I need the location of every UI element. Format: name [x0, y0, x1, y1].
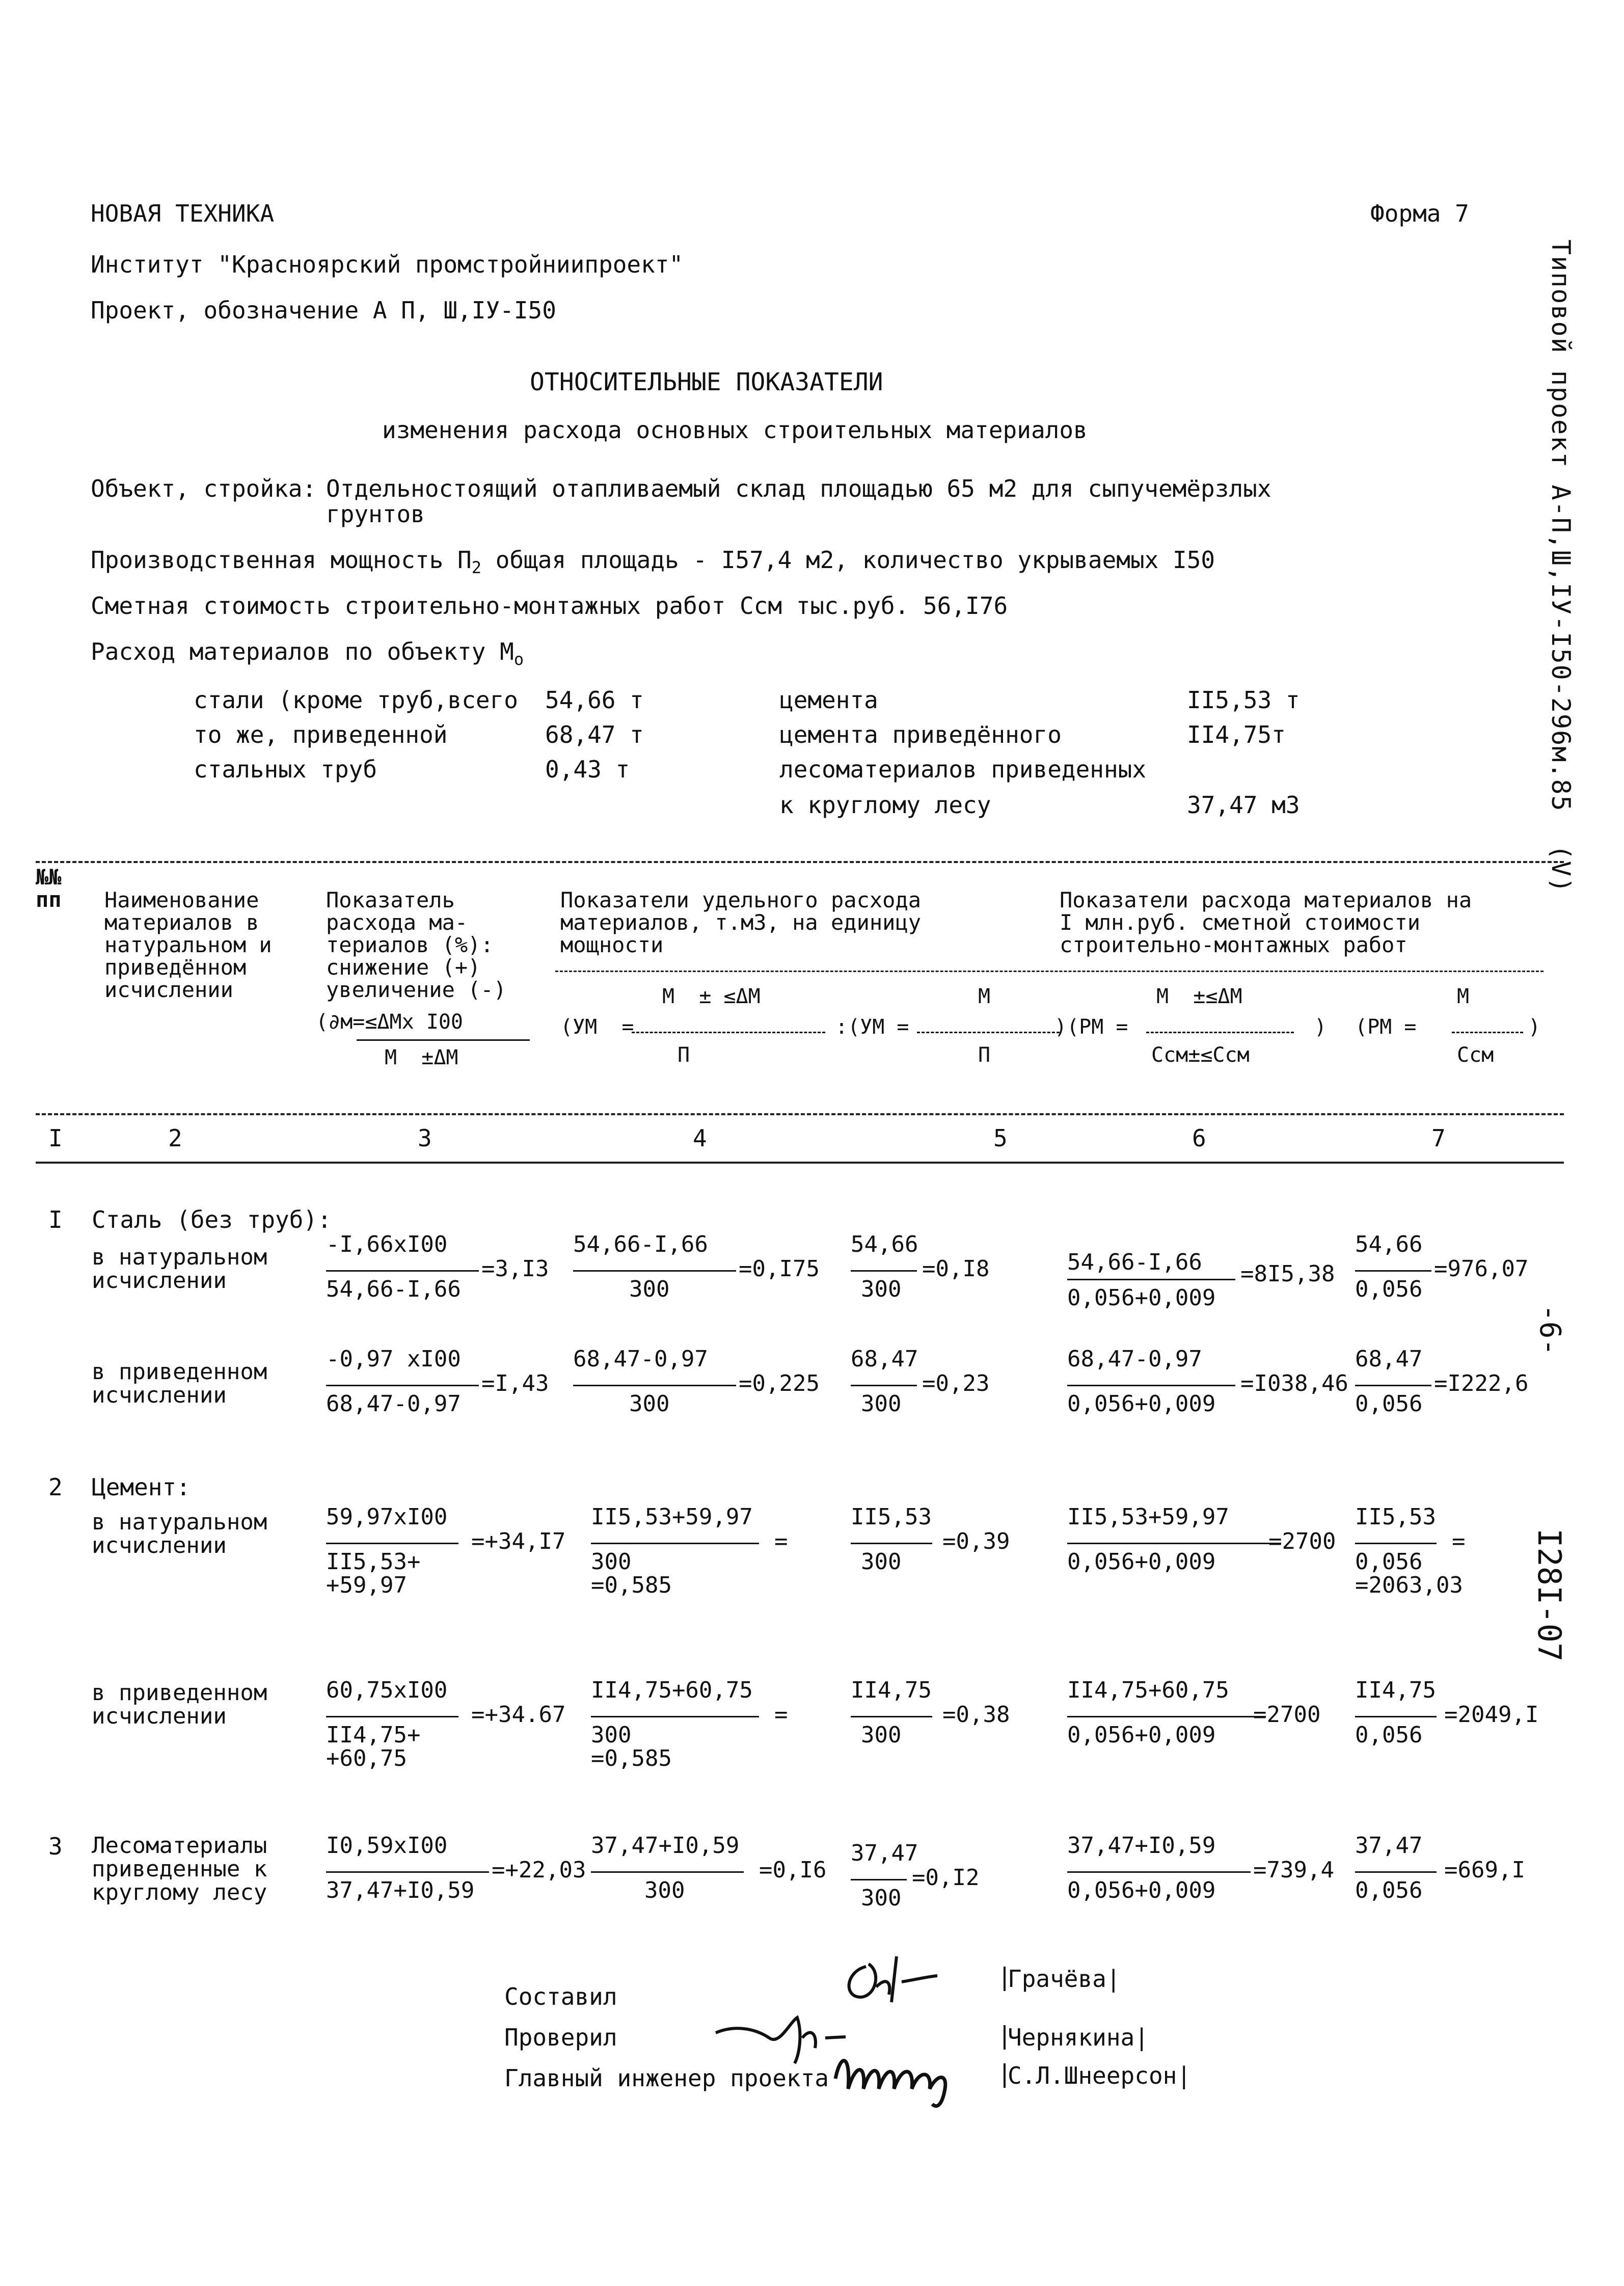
fraction-bar — [1067, 1543, 1281, 1544]
mat-right-value: II5,53 т — [1187, 686, 1300, 714]
cell-denominator: 0,056+0,009 — [1067, 1877, 1216, 1903]
fraction-bar — [591, 1543, 759, 1544]
f4-bar — [632, 1032, 825, 1033]
cell-result: =2049,I — [1444, 1702, 1539, 1728]
mat-right-value: II4,75т — [1187, 721, 1286, 748]
cell-denominator: 68,47-0,97 — [326, 1391, 461, 1417]
mat-left-label: стали (кроме труб,всего — [194, 686, 518, 714]
cell-result: =0,I8 — [922, 1256, 990, 1282]
fraction-bar — [851, 1543, 932, 1544]
cell-result: =+34.67 — [471, 1702, 566, 1728]
header-no: №№ пп — [36, 865, 62, 912]
section-name: Лесоматериалы приведенные к круглому лесу — [92, 1833, 267, 1906]
f6-top: М ±≤ΔМ — [1156, 985, 1242, 1008]
mat-left-value: 54,66 т — [545, 686, 644, 714]
cell-result: =0,I2 — [912, 1865, 980, 1891]
cell-result: =I,43 — [481, 1370, 549, 1396]
f7-right: ) — [1528, 1015, 1541, 1039]
cell-result: =739,4 — [1253, 1857, 1334, 1883]
cell-result: =0,23 — [922, 1370, 990, 1396]
mat-left-label: стальных труб — [194, 756, 377, 783]
col-number: 3 — [418, 1124, 432, 1152]
cell-denominator: 0,056 — [1355, 1391, 1423, 1417]
col-number: 5 — [993, 1124, 1008, 1152]
mat-right-label: цемента — [779, 686, 878, 714]
header-col-3-formula-bar — [357, 1039, 530, 1041]
f6-left: )(РМ = — [1054, 1015, 1128, 1039]
cell-denominator: 0,056 =2063,03 — [1355, 1549, 1463, 1599]
cell-numerator: 37,47 — [851, 1840, 918, 1866]
cell-numerator: 54,66-I,66 — [1067, 1249, 1202, 1275]
fraction-bar — [1355, 1385, 1431, 1386]
cell-denominator: 0,056+0,009 — [1067, 1549, 1216, 1575]
f6-bar — [1146, 1032, 1294, 1033]
cell-numerator: 68,47 — [1355, 1346, 1423, 1372]
col-number: 4 — [693, 1124, 707, 1152]
header-col-3-formula-top: (∂м=≤ΔМх I00 — [316, 1010, 463, 1034]
f7-left: (РМ = — [1355, 1015, 1417, 1039]
col-number: 2 — [168, 1124, 182, 1152]
section-name: Сталь (без труб): — [92, 1206, 332, 1233]
cell-numerator: -I,66хI00 — [326, 1231, 448, 1257]
cell-result: = — [1452, 1528, 1466, 1554]
object-line-1: Отдельностоящий отапливаемый склад площадью 65 м2 для сыпучемёрзлых — [326, 475, 1271, 502]
institute: Институт "Красноярский промстройниипроект" — [91, 251, 684, 278]
cell-numerator: II5,53 — [1355, 1504, 1436, 1530]
fraction-bar — [1067, 1871, 1251, 1873]
fraction-bar — [851, 1879, 907, 1880]
cell-denominator: 300 — [644, 1877, 685, 1903]
fraction-bar — [851, 1716, 932, 1717]
mat-left-value: 68,47 т — [545, 721, 644, 748]
section-number: I — [48, 1206, 63, 1233]
cell-numerator: 68,47 — [851, 1346, 918, 1372]
col-number: 6 — [1192, 1124, 1206, 1152]
fraction-bar — [326, 1385, 479, 1386]
checked-name: Чернякина| — [1004, 2025, 1151, 2050]
mat-left-label: то же, приведенной — [194, 721, 448, 748]
f5-bar — [917, 1032, 1060, 1033]
fraction-bar — [326, 1716, 458, 1717]
sheet-number: I28I-07 — [1531, 1528, 1568, 1662]
row-label: в приведенном исчислении — [92, 1359, 267, 1409]
cell-numerator: II4,75+60,75 — [591, 1677, 753, 1703]
cell-denominator: 0,056 — [1355, 1722, 1423, 1748]
cell-result: =976,07 — [1434, 1256, 1529, 1282]
project-designation: Проект, обозначение А П, Ш,IУ-I50 — [91, 297, 556, 324]
f6-right: ) — [1314, 1015, 1327, 1039]
cell-result: =+34,I7 — [471, 1528, 566, 1554]
table-top-rule — [36, 861, 1564, 863]
cell-denominator: 37,47+I0,59 — [326, 1877, 475, 1903]
header-bottom-rule — [36, 1113, 1564, 1115]
cell-denominator: 300 =0,585 — [591, 1722, 672, 1772]
section-number: 3 — [48, 1833, 63, 1860]
fraction-bar — [1355, 1543, 1437, 1544]
f6-bottom: Ссм±≤Ссм — [1151, 1043, 1250, 1067]
cell-denominator: II4,75+ +60,75 — [326, 1722, 421, 1772]
cell-result: =0,38 — [942, 1702, 1010, 1728]
fraction-bar — [1067, 1279, 1235, 1280]
col-number: I — [48, 1124, 63, 1152]
f7-bottom: Ссм — [1457, 1043, 1494, 1067]
mat-right-label: лесоматериалов приведенных — [779, 756, 1147, 783]
form-number: Форма 7 — [1370, 200, 1469, 227]
col-number: 7 — [1431, 1124, 1446, 1152]
side-project-label: Типовой проект А-П,Ш,IУ-I50-296м.85 (V) — [1546, 239, 1576, 894]
f4-bottom: П — [678, 1043, 690, 1067]
fraction-bar — [326, 1270, 479, 1272]
cell-numerator: II4,75 — [851, 1677, 932, 1703]
fraction-bar — [1355, 1716, 1437, 1717]
chief-name: С.Л.Шнеерсон| — [1004, 2063, 1193, 2088]
cell-numerator: II4,75 — [1355, 1677, 1436, 1703]
cell-denominator: 300 =0,585 — [591, 1549, 672, 1599]
cell-denominator: 300 — [861, 1276, 902, 1302]
cell-numerator: 60,75хI00 — [326, 1677, 448, 1703]
cell-denominator: 54,66-I,66 — [326, 1276, 461, 1302]
mat-left-value: 0,43 т — [545, 756, 630, 783]
cell-result: =3,I3 — [481, 1256, 549, 1282]
fraction-bar — [1355, 1871, 1437, 1873]
row-label: в натуральном исчислении — [92, 1244, 267, 1294]
cell-numerator: 37,47+I0,59 — [591, 1833, 740, 1859]
f4-left: (УМ = — [560, 1015, 634, 1039]
mat-right-label: цемента приведённого — [779, 721, 1062, 748]
row-label: в натуральном исчислении — [92, 1509, 267, 1559]
cell-numerator: II4,75+60,75 — [1067, 1677, 1229, 1703]
f7-bar — [1452, 1032, 1523, 1033]
header-col-3-formula-bottom: М ±ΔМ — [385, 1046, 458, 1069]
column-numbers-rule — [36, 1162, 1564, 1164]
header-title: НОВАЯ ТЕХНИКА — [91, 200, 275, 227]
cell-denominator: 300 — [861, 1722, 902, 1748]
cell-result: =0,225 — [739, 1370, 820, 1396]
fraction-bar — [591, 1716, 759, 1717]
cell-result: = — [774, 1702, 788, 1728]
fraction-bar — [573, 1270, 736, 1272]
cell-numerator: II5,53 — [851, 1504, 932, 1530]
fraction-bar — [573, 1385, 736, 1386]
fraction-bar — [851, 1270, 917, 1272]
f5-left: :(УМ = — [835, 1015, 909, 1039]
cell-result: = — [774, 1528, 788, 1554]
cost-line: Сметная стоимость строительно-монтажных работ Ссм тыс.руб. 56,I76 — [91, 592, 1008, 620]
fraction-bar — [1067, 1385, 1235, 1386]
document-subtitle: изменения расхода основных строительных материалов — [382, 416, 1088, 444]
cell-denominator: 300 — [861, 1549, 902, 1575]
f5-bottom: П — [978, 1043, 991, 1067]
cell-result: =I038,46 — [1240, 1370, 1348, 1396]
cell-result: =0,39 — [942, 1528, 1010, 1554]
object-label: Объект, стройка: — [91, 475, 317, 502]
cell-denominator: 0,056+0,009 — [1067, 1391, 1216, 1417]
cell-result: =2700 — [1253, 1702, 1321, 1728]
cell-numerator: 54,66 — [851, 1231, 918, 1257]
cell-denominator: 0,056 — [1355, 1877, 1423, 1903]
cell-numerator: -0,97 хI00 — [326, 1346, 461, 1372]
cell-numerator: 54,66 — [1355, 1231, 1423, 1257]
cell-result: =+22,03 — [492, 1857, 586, 1883]
handwritten-signatures — [713, 1936, 1019, 2109]
cell-numerator: 59,97хI00 — [326, 1504, 448, 1530]
cell-numerator: 37,47 — [1355, 1833, 1423, 1859]
capacity-line: Производственная мощность $П_2$ общая площадь - I57,4 м2, количество укрываемых I50 — [91, 546, 1215, 578]
consumption-label: Расход материалов по объекту $М_о$ — [91, 638, 524, 669]
compiled-name: Грачёва| — [1004, 1967, 1123, 1991]
cell-numerator: I0,59хI00 — [326, 1833, 448, 1859]
cell-result: =0,I6 — [759, 1857, 827, 1883]
cell-result: =I222,6 — [1434, 1370, 1529, 1396]
header-sub-rule — [555, 971, 1544, 972]
checked-label: Проверил — [504, 2024, 617, 2051]
f5-top: М — [978, 985, 991, 1008]
cell-denominator: 0,056+0,009 — [1067, 1285, 1216, 1311]
cell-numerator: 68,47-0,97 — [1067, 1346, 1202, 1372]
cell-numerator: II5,53+59,97 — [591, 1504, 753, 1530]
cell-denominator: 300 — [629, 1391, 670, 1417]
cell-denominator: 300 — [861, 1885, 902, 1911]
cell-denominator: 0,056+0,009 — [1067, 1722, 1216, 1748]
header-col-6-7: Показатели расхода материалов на I млн.руб. сметной стоимости строительно-монтажных работ — [1060, 887, 1472, 958]
cell-denominator: 300 — [629, 1276, 670, 1302]
fraction-bar — [1355, 1270, 1431, 1272]
cell-denominator: 300 — [861, 1391, 902, 1417]
page-number: -6- — [1533, 1304, 1566, 1356]
cell-result: =8I5,38 — [1240, 1261, 1335, 1287]
section-name: Цемент: — [92, 1473, 191, 1501]
row-label: в приведенном исчислении — [92, 1680, 267, 1730]
fraction-bar — [591, 1871, 744, 1873]
fraction-bar — [326, 1543, 458, 1544]
cell-numerator: II5,53+59,97 — [1067, 1504, 1229, 1530]
header-col-4-5: Показатели удельного расхода материалов, т.м3, на единицу мощности — [560, 887, 922, 958]
cell-numerator: 37,47+I0,59 — [1067, 1833, 1216, 1859]
cell-result: =669,I — [1444, 1857, 1525, 1883]
f4-top: М ± ≤ΔМ — [662, 985, 761, 1008]
fraction-bar — [851, 1385, 917, 1386]
cell-denominator: II5,53+ +59,97 — [326, 1549, 421, 1599]
cell-result: =0,I75 — [739, 1256, 820, 1282]
object-line-2: грунтов — [326, 500, 425, 528]
cell-result: =2700 — [1268, 1528, 1336, 1554]
f7-top: М — [1457, 985, 1470, 1008]
cell-numerator: 68,47-0,97 — [573, 1346, 708, 1372]
header-col-2: Наименование материалов в натуральном и приведённом исчислении — [104, 887, 272, 1003]
section-number: 2 — [48, 1473, 63, 1501]
cell-numerator: 54,66-I,66 — [573, 1231, 708, 1257]
mat-right-label: к круглому лесу — [779, 791, 991, 819]
document-title: ОТНОСИТЕЛЬНЫЕ ПОКАЗАТЕЛИ — [530, 368, 883, 396]
header-col-3: Показатель расхода ма- териалов (%): снижение (+) увеличение (-) — [326, 887, 507, 1003]
fraction-bar — [1067, 1716, 1266, 1717]
mat-right-value: 37,47 м3 — [1187, 791, 1300, 819]
cell-denominator: 0,056 — [1355, 1276, 1423, 1302]
fraction-bar — [326, 1871, 489, 1873]
chief-label: Главный инженер проекта — [504, 2064, 829, 2092]
compiled-label: Составил — [504, 1983, 617, 2010]
